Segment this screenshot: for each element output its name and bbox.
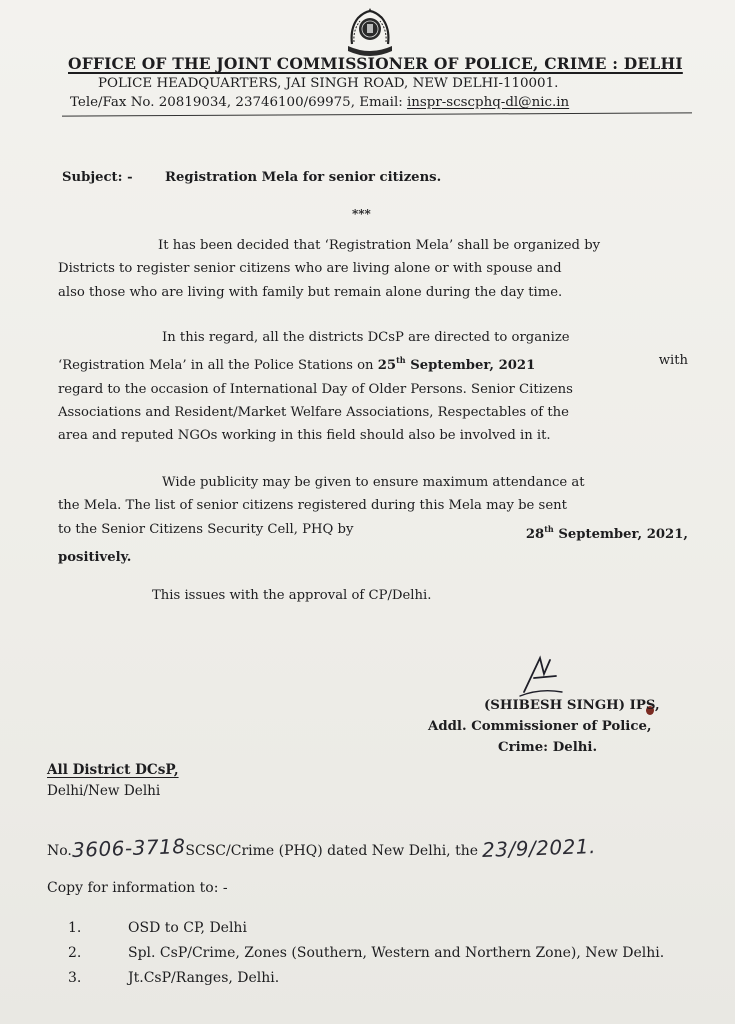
list-item-number: 1. bbox=[68, 920, 82, 936]
paragraph-1 bbox=[58, 234, 688, 304]
paragraph-2-line: In this regard, all the districts DCsP are directed to organize bbox=[162, 330, 570, 345]
paragraph-2 bbox=[58, 326, 688, 447]
signatory-name: (SHIBESH SINGH) IPS, bbox=[484, 698, 660, 713]
paragraph-1-line: Districts to register senior citizens who are living alone or with spouse and bbox=[58, 261, 562, 277]
copy-heading: Copy for information to: - bbox=[47, 880, 228, 896]
header-telefax: Tele/Fax No. 20819034, 23746100/69975, Email: bbox=[70, 95, 403, 110]
paragraph-3-text: to the Senior Citizens Security Cell, PHQ by bbox=[58, 521, 354, 537]
paragraph-3-line: positively. bbox=[58, 549, 132, 565]
list-item-text: Spl. CsP/Crime, Zones (Southern, Western and Northern Zone), New Delhi. bbox=[128, 945, 665, 961]
header-email: inspr-scscphq-dl@nic.in bbox=[407, 95, 570, 110]
header-rule bbox=[62, 112, 692, 116]
handwritten-number: 3606-3718 bbox=[71, 834, 186, 862]
list-item bbox=[68, 968, 708, 989]
list-item bbox=[68, 918, 708, 939]
paragraph-2-line: area and reputed NGOs working in this field should also be involved in it. bbox=[58, 428, 551, 444]
separator: *** bbox=[352, 207, 371, 221]
subject-line bbox=[62, 170, 441, 185]
paragraph-3 bbox=[58, 471, 688, 569]
police-emblem-icon bbox=[342, 6, 398, 58]
list-item-text: Jt.CsP/Ranges, Delhi. bbox=[128, 970, 280, 986]
list-item-number: 3. bbox=[68, 970, 82, 986]
paragraph-2-line: Associations and Resident/Market Welfare Associations, Respectables of the bbox=[58, 404, 569, 420]
signature bbox=[510, 652, 570, 700]
paragraph-2-line: regard to the occasion of International Day of Older Persons. Senior Citizens bbox=[58, 381, 573, 397]
reference-number-line bbox=[47, 836, 596, 860]
header-contact bbox=[70, 95, 569, 110]
copy-list bbox=[68, 918, 708, 993]
mela-date: 25th September, 2021 bbox=[377, 355, 536, 374]
list-item-number: 2. bbox=[68, 945, 82, 961]
addressee-title: All District DCsP, bbox=[47, 762, 179, 778]
paragraph-2-line bbox=[58, 349, 688, 377]
list-item bbox=[68, 943, 708, 964]
subject-label: Subject: - bbox=[62, 170, 133, 185]
paragraph-2-text: with bbox=[658, 353, 688, 369]
signatory-designation: Addl. Commissioner of Police, bbox=[428, 719, 652, 734]
list-item-text: OSD to CP, Delhi bbox=[128, 920, 247, 936]
paragraph-2-text: ‘Registration Mela’ in all the Police Stations on bbox=[58, 358, 374, 374]
signatory-office: Crime: Delhi. bbox=[498, 740, 598, 755]
reference-prefix: No. bbox=[47, 843, 72, 859]
header-address: POLICE HEADQUARTERS, JAI SINGH ROAD, NEW DELHI-110001. bbox=[98, 76, 559, 91]
subject-text: Registration Mela for senior citizens. bbox=[165, 170, 442, 185]
paragraph-3-line: the Mela. The list of senior citizens registered during this Mela may be sent bbox=[58, 498, 567, 514]
header-title: OFFICE OF THE JOINT COMMISSIONER OF POLICE, CRIME : DELHI bbox=[68, 54, 683, 73]
signatory-block bbox=[412, 695, 692, 758]
paragraph-3-line bbox=[58, 518, 688, 546]
reference-middle: SCSC/Crime (PHQ) dated New Delhi, the bbox=[185, 843, 479, 859]
addressee-location: Delhi/New Delhi bbox=[47, 783, 161, 799]
paragraph-3-line: Wide publicity may be given to ensure maximum attendance at bbox=[162, 475, 585, 490]
paragraph-1-line: also those who are living with family but remain alone during the day time. bbox=[58, 284, 563, 300]
paragraph-1-line: It has been decided that ‘Registration Mela’ shall be organized by bbox=[158, 238, 601, 253]
handwritten-date: 23/9/2021. bbox=[482, 834, 597, 862]
list-due-date: 28th September, 2021, bbox=[525, 523, 688, 542]
approval-line: This issues with the approval of CP/Delhi. bbox=[152, 588, 432, 603]
